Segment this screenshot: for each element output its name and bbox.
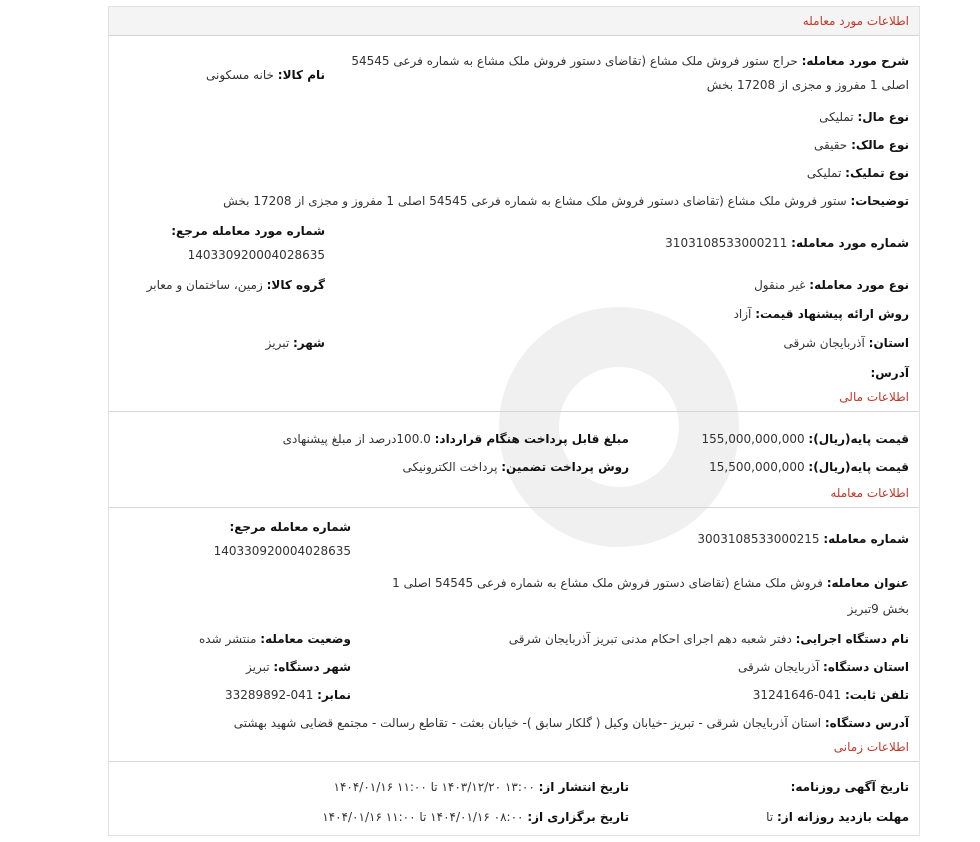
label: آدرس:: [870, 366, 909, 380]
held-row: [322, 807, 629, 827]
label: آدرس دستگاه:: [824, 716, 909, 730]
divider: [109, 761, 919, 762]
label: استان دستگاه:: [823, 660, 909, 674]
section-header-deal-info: [109, 7, 919, 36]
phone-row: [753, 685, 909, 705]
label: شهر:: [293, 336, 325, 350]
deal-desc-line1: حراج ستور فروش ملک مشاع (تقاضای دستور فروش ملک مشاع به شماره فرعی 54545: [351, 54, 798, 68]
label: نوع مالک:: [851, 138, 909, 152]
section-header-time: [834, 737, 909, 757]
section-title: اطلاعات مالی: [839, 390, 909, 404]
deal-number: 3103108533000211: [665, 236, 788, 250]
city-row: [266, 333, 325, 353]
label: توضیحات:: [850, 194, 909, 208]
ownership-type: تملیکی: [806, 166, 842, 180]
transaction-number-row: [697, 529, 909, 549]
transaction-title-line2-row: [848, 599, 909, 619]
section-title: اطلاعات مورد معامله: [802, 14, 909, 28]
payable-row: [283, 429, 629, 449]
transaction-title-row: [392, 573, 909, 593]
ref-number: 14033092000402863‎5: [187, 248, 325, 262]
label: شرح مورد معامله:: [801, 54, 909, 68]
label: استان:: [868, 336, 909, 350]
phone: 041-31241646: [752, 688, 842, 702]
executor: دفتر شعبه دهم اجرای احکام مدنی تبریز آذربایجان شرقی: [508, 632, 792, 646]
label: شماره معامله مرجع:: [229, 520, 351, 534]
section-title: اطلاعات زمانی: [833, 740, 909, 754]
ref-number-row: [188, 245, 325, 265]
address-row: [870, 363, 909, 383]
org-address: استان آذربایجان شرقی - تبریز -خیابان وکیل ( گلکار سابق )- خیابان بعثت - تقاطع رسالت - مجتمع قضایی شهید بهشتی: [233, 716, 822, 730]
transaction-title-line1: فروش ملک مشاع (تقاضای دستور فروش ملک مشاع به شماره فرعی 54545 اصلی 1: [392, 576, 823, 590]
section-title: اطلاعات معامله: [830, 486, 909, 500]
item-type: غیر منقول: [754, 278, 806, 292]
label: مهلت بازدید روزانه از:: [777, 810, 909, 824]
fax: 041-33289892: [225, 688, 314, 702]
property-type-row: [819, 107, 909, 127]
transaction-ref-row: [214, 541, 351, 561]
guarantee-row: [403, 457, 629, 477]
province-row: [784, 333, 909, 353]
item-type-row: [754, 275, 909, 295]
owner-type: حقیقی: [814, 138, 848, 152]
label: شماره مورد معامله:: [791, 236, 909, 250]
label: شماره معامله:: [823, 532, 909, 546]
goods-name: خانه مسکونی: [206, 68, 274, 82]
label: قیمت پایه(ریال):: [808, 460, 909, 474]
label: قیمت پایه(ریال):: [808, 432, 909, 446]
divider: [109, 411, 919, 412]
label: نام کالا:: [277, 68, 325, 82]
newspaper-row: [791, 777, 909, 797]
ownership-type-row: [807, 163, 909, 183]
city: تبریز: [265, 336, 290, 350]
deal-desc-line2-row: [707, 75, 909, 95]
label: تاریخ برگزاری از:: [527, 810, 629, 824]
label: شهر دستگاه:: [273, 660, 351, 674]
label: تاریخ آگهی روزنامه:: [790, 780, 909, 794]
transaction-title-line2: بخش 9تبریز: [847, 602, 909, 616]
notes: ستور فروش ملک مشاع (تقاضای دستور فروش ملک مشاع به شماره فرعی 54545 اصلی 1 مفروز و مجزی از 17208 بخش: [223, 194, 847, 208]
label: روش ارائه پیشنهاد قیمت:: [755, 307, 909, 321]
label: وضعیت معامله:: [260, 632, 351, 646]
publish-row: [334, 777, 629, 797]
payable: 100.0درصد از مبلغ پیشنهادی: [282, 432, 431, 446]
base-price2-row: [709, 457, 909, 477]
price-method-row: [734, 304, 909, 324]
label: نام دستگاه اجرایی:: [795, 632, 909, 646]
base-price2: 15,500,000,000: [709, 460, 805, 474]
held-date: ۰۸:۰۰ ۱۴۰۴/۰۱/۱۶ تا ۱۱:۰۰ ۱۴۰۴/۰۱/۱۶: [322, 810, 524, 824]
transaction-ref: 14033092000402863‎5: [213, 544, 351, 558]
deal-card: [108, 6, 920, 836]
label: نوع تملیک:: [845, 166, 909, 180]
visit-row: [766, 807, 909, 827]
label: عنوان معامله:: [826, 576, 909, 590]
label: گروه کالا:: [266, 278, 325, 292]
label: نمابر:: [317, 688, 351, 702]
goods-name-row: [206, 65, 325, 85]
goods-group: زمین، ساختمان و معابر: [146, 278, 263, 292]
label: مبلغ قابل پرداخت هنگام قرارداد:: [434, 432, 629, 446]
notes-row: [223, 191, 909, 211]
transaction-ref-label-row: [229, 517, 351, 537]
label: روش پرداخت تضمین:: [501, 460, 629, 474]
guarantee: پرداخت الکترونیکی: [402, 460, 498, 474]
ref-number-label-row: [171, 221, 325, 241]
section-header-transaction: [830, 483, 909, 503]
deal-desc-line2: اصلی 1 مفروز و مجزی از 17208 بخش: [706, 78, 909, 92]
label: شماره مورد معامله مرجع:: [171, 224, 325, 238]
executor-row: [509, 629, 909, 649]
base-price: 155,000,000,000: [701, 432, 805, 446]
publish-date: ۱۳:۰۰ ۱۴۰۳/۱۲/۲۰ تا ۱۱:۰۰ ۱۴۰۴/۰۱/۱۶: [333, 780, 535, 794]
status-badge: منتشر شده: [198, 632, 257, 646]
org-city: تبریز: [246, 660, 270, 674]
org-province-row: [738, 657, 909, 677]
price-method: آزاد: [733, 307, 752, 321]
fax-row: [225, 685, 351, 705]
deal-desc-row: [351, 51, 909, 71]
label: نوع مورد معامله:: [809, 278, 909, 292]
goods-group-row: [147, 275, 325, 295]
deal-number-row: [665, 233, 909, 253]
base-price-row: [702, 429, 909, 449]
org-province: آذربایجان شرقی: [737, 660, 820, 674]
transaction-number: 3003108533000215: [697, 532, 820, 546]
label: تاریخ انتشار از:: [538, 780, 629, 794]
org-city-row: [246, 657, 351, 677]
status-row: [199, 629, 351, 649]
label: نوع مال:: [857, 110, 909, 124]
label: تلفن ثابت:: [844, 688, 909, 702]
divider: [109, 507, 919, 508]
property-type: تملیکی: [819, 110, 854, 124]
org-address-row: [234, 713, 909, 733]
section-header-financial: [839, 387, 909, 407]
visit-time: تا: [766, 810, 774, 824]
province: آذربایجان شرقی: [783, 336, 865, 350]
owner-type-row: [814, 135, 909, 155]
